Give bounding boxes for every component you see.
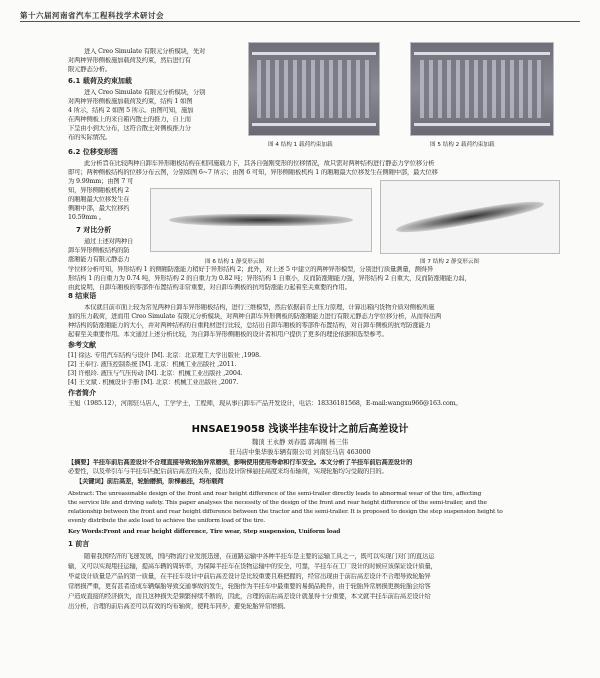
abstract-cn-line: 必要性，以及牵引车与半挂车匹配后前后高差的关系，提出设计阶梯悬挂高度来均布轴荷，实现轮胎均匀受载的目的。 [68,468,388,475]
abstract-en-line: relationship between the front and rear height difference between the tractor and the semi-trailer. It is proposed to design the step suspension height to [68,509,503,515]
paper-affiliation: 驻马店中集华骏车辆有限公司 河南驻马店 463000 [229,449,371,456]
references-title: 参考文献 [68,341,96,349]
body-line: 常磨损严重，更有甚者造成车辆爆胎导致交通事故的发生，轮胎作为半挂车中最重要的易损品耗件，由于轮胎异常磨损更换轮胎会给客 [68,583,431,590]
section-title-8: 8 结束语 [68,292,97,300]
body-line: 卸车异形侧板结构的防 [68,247,130,254]
section-title-intro: 1 前言 [68,540,90,548]
section-title-6-2: 6.2 位移变形图 [68,148,118,156]
intro-line: 对两种异形侧板施加载荷及约束，然后进行有 [68,57,191,64]
body-line: 输，又可以实现甩挂运输，提高车辆的周转率，为保障半挂车在货物运输中的安全，可靠，半挂车在工厂设计的时候应该保证设计质量， [68,563,437,570]
paper-authors: 魏顶 王永静 刘春霞 郭海刚 杨三伟 [251,439,349,446]
abstract-cn-line: 【摘要】半挂车前后高差设计不合理直接导致轮胎异常磨损，影响使用使用寿命和行车安全。本文分析了半挂车前后高差设计的 [68,459,413,466]
body-line: 学位移分析可知，异形结构 1 的侧厢防涨能力稍好于异形结构 2；此外，对上述 5 中建立的两种异形模型，分别进行质量测量，测得异 [68,266,434,273]
body-line: 加的压力载荷，进而用 Creo Simulate 有限元分析模块，对两种自卸车异形侧板的防涨厢能力进行有限元静态力学位移分析，从而得出两 [68,313,442,320]
figure-7-image [380,180,560,254]
intro-line: 进入 Creo Simulate 有限元分析模块，先对 [84,48,206,55]
figure-4-image [248,42,380,136]
body-line: 为 9.99mm；由图 7 可 [68,178,134,185]
keywords-cn: 【关键词】前后高差，轮胎磨损，阶梯悬挂，均布载荷 [76,478,224,485]
body-line: 出分析，合理的前后高差可以有效的均布轴荷，使耗车同步，避免轮胎异常磨损。 [68,603,290,610]
body-line: 进入 Creo Simulate 有限元分析模块，分别 [84,89,206,96]
figure-6-image [150,188,372,252]
body-line: 涨厢能力有限元静态力 [68,256,130,263]
body-line: 户造成直接的经济损失，而且这种损失是频繁持续不断的，因此，合理的前后高差设计就显得十分重要，本文就半挂车前后高差设计给 [68,593,431,600]
body-line: 即可；两种侧板结构的位移分布云图，分别如图 6~7 所示；由图 6 可知，异形侧厢板机构 1 的厢厢最大位移发生在侧厢中部，最大位移 [68,169,438,176]
section-title-7: 7 对比分析 [76,226,112,234]
reference-item: [3] 许根玲. 液压与气压传动 [M]. 北京：机械工业出版社 ,2004. [68,370,243,377]
reference-item: [1] 徐达. 专用汽车结构与设计 [M]. 北京：北京理工大学出版社 ,1998. [68,352,261,359]
abstract-en-line: Abstract: The unreasonable design of the front and rear height difference of the semi-trailer directly leads to abnormal wear of the tire, affecting [68,491,482,497]
body-line: 下呈由小到大分布，这符合散土对侧板推力分 [68,125,191,132]
body-line: 知，异形侧厢板机构 2 [68,187,130,194]
author-bio: 王旭（1985.12），河南驻马店人，工学学士，工程师，现从事自卸车产品开发设计，电话：18336181568，E-mail:wangxu966@163.com。 [68,400,462,407]
figure-5-image [410,42,554,136]
running-header: 第十六届河南省汽车工程科技学术研讨会 [20,11,164,20]
keywords-en: Key Words:Front and rear height difference, Tire wear, Step suspension, Uniform load [68,528,341,535]
figure-5-caption: 图 5 结构 2 载荷约束加载 [430,142,495,148]
figure-6-caption: 图 6 结构 1 静变形云图 [205,259,264,265]
body-line: 的厢厢最大位移发生在 [68,196,130,203]
abstract-en-line: the service life and driving safety. This paper analyses the necessity of the design of the front and rear height difference of the semi-trailer, and the [68,500,487,506]
paper-title: HNSAE19058 浅谈半挂车设计之前后高差设计 [191,424,409,435]
body-line: 由此说明，自卸车厢板的零部件布置结构非常重要，对自卸车侧板的抗弯防涨能力起着至关重要的作用。 [68,284,351,291]
reference-item: [4] 王文斌 . 机械设计手册 [M]. 北京：机械工业出版社 ,2007. [68,379,239,386]
reference-item: [2] 王奉行. 液压控制系统 [M]. 北京：机械工业出版社 ,2011. [68,361,237,368]
abstract-en-line: evenly distribute the axle load to achieve the uniform load of the tire. [68,518,266,524]
figure-7-caption: 图 7 结构 2 静变形云图 [420,259,479,265]
author-bio-title: 作者简介 [68,389,96,397]
intro-line: 限元静态分析。 [68,66,112,73]
body-line: 侧厢中部，最大位移约 [68,205,130,212]
body-line: 对两种异形侧板施加载荷及约束，结构 1 如图 [68,98,193,105]
section-title-6-1: 6.1 载荷及约束加载 [68,77,132,85]
body-line: 10.59mm 。 [68,214,105,221]
body-line: 此分析旨在比较两种自卸车异形厢板结构在相同施载力下，其各自强刚变形的位移情况，故只需对两种结构进行静态力学位移分析 [84,160,435,167]
body-line: 4 所示，结构 2 如图 5 所示。由图可知，施加 [68,107,194,114]
body-line: 本仅就目前市面上较为常见两种自卸车异形厢板结构，进行三维模型，然后依据前肯土压力原理，计算出箱内货物介质对侧板所施 [84,304,435,311]
body-line: 在两种侧板上的来自箱内散土的推力，自上而 [68,116,191,123]
body-line: 随着我国经济的飞速发展，国内物流行业发展迅速，在道路运输中各种半挂车是主要的运输工具之一，既可以实现门对门的直达运 [84,553,435,560]
body-line: 通过上述对两种自 [84,238,134,245]
body-line: 种结构的防涨厢能力的大小，并对两种结构的自重耗材进行比较，总结出自卸车厢板的零部件布置结构，对自卸车侧板的抗弯防涨能力 [68,322,431,329]
body-line: 起着至关重要作用。本文通过上述分析比较，为自卸车异形侧厢板的设计者和用户提供了更多的理论依据和选型参考。 [68,331,388,338]
body-line: 布的实际情况。 [68,134,112,141]
header-rule [20,21,580,22]
body-line: 毕竟设计质量是产品的第一质量，在半挂车设计中前后高差设计是比较重要且难把握的，经常出现由于前后高差设计不合理导致轮胎异 [68,573,431,580]
body-line: 形结构 1 的自重力为 0.74 吨，异形结构 2 的自重力为 0.82 吨；异形结构 1 自重小，反而防涨厢能力强，异形结构 2 自重大，反而防涨厢能力弱， [68,275,471,282]
figure-4-caption: 图 4 结构 1 载荷约束加载 [268,142,333,148]
